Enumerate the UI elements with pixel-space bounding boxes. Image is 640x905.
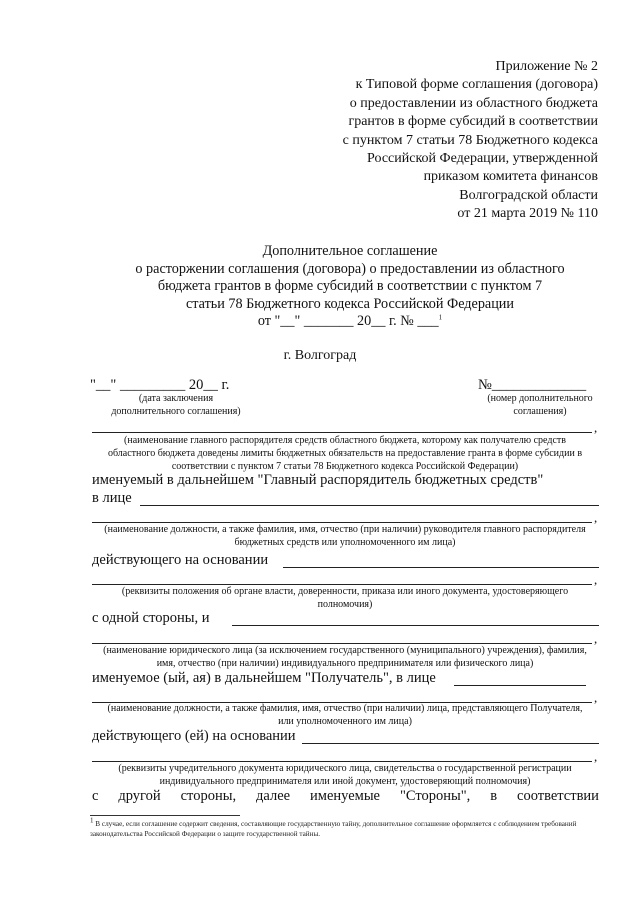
appendix-line: Российской Федерации, утвержденной: [367, 151, 598, 167]
other-side-line: [92, 788, 599, 805]
recipient-caption: (наименование юридического лица (за исключением государственного (муниципального) учреждения), фамилия, имя, отчество (при наличии) индивидуального предпринимателя или физического лица): [103, 645, 587, 669]
comma: ,: [594, 572, 598, 587]
named-recipient-text: именуемое (ый, ая) в дальнейшем "Получатель", в лице: [92, 670, 436, 686]
charter-caption: (реквизиты учредительного документа юридического лица, свидетельства о государственной регистрации индивидуального предпринимателя или иной документ, удостоверяющий полномочия): [118, 763, 572, 787]
footnote-separator: [90, 815, 240, 816]
appendix-line: от 21 марта 2019 № 110: [457, 206, 598, 222]
head-name-line[interactable]: [92, 522, 592, 523]
word: далее: [256, 788, 291, 804]
word: соответствии: [517, 788, 599, 804]
date-field[interactable]: "__" _________ 20__ г.: [90, 377, 230, 393]
appendix-line: с пунктом 7 статьи 78 Бюджетного кодекса: [342, 132, 598, 148]
number-caption: [470, 393, 610, 419]
in-person-line[interactable]: [140, 505, 599, 506]
comma: ,: [594, 690, 598, 705]
title-line: бюджета грантов в форме субсидий в соответствии с пунктом 7: [157, 278, 543, 295]
word: с: [92, 788, 99, 804]
chief-caption: (наименование главного распорядителя средств областного бюджета, которому как получателю средств областного бюджета доведены лимиты бюджетных обязательств на предоставление гранта в форме субсидии в соответствии с пунктом 7 статьи 78 Бюджетного кодекса Российской Федерации): [107, 435, 583, 472]
document-title: [90, 243, 610, 331]
acting-basis-2-label: действующего (ей) на основании: [92, 728, 296, 744]
title-date-line: [90, 313, 610, 331]
date-caption-line: дополнительного соглашения): [111, 405, 241, 417]
one-side-line[interactable]: [232, 625, 599, 626]
acting-basis-label: действующего на основании: [92, 552, 269, 568]
city: г. Волгоград: [283, 348, 357, 363]
appendix-line: Приложение № 2: [495, 59, 598, 74]
footnote-text: В случае, если соглашение содержит сведения, составляющие государственную тайну, дополнительное соглашение оформляется с соблюдением требований законодательства Российской Федерации о защите государственной тайны.: [90, 820, 577, 838]
regulation-line[interactable]: [92, 584, 592, 585]
comma: ,: [594, 631, 598, 646]
appendix-line: приказом комитета финансов: [423, 169, 598, 185]
comma: ,: [594, 510, 598, 525]
footnote-reference: 1: [438, 313, 443, 322]
comma: ,: [594, 749, 598, 764]
title-line: о расторжении соглашения (договора) о предоставлении из областного: [135, 260, 565, 277]
acting-basis-line[interactable]: [283, 567, 599, 568]
title-line: статьи 78 Бюджетного кодекса Российской Федерации: [186, 295, 514, 312]
named-chief-text: именуемый в дальнейшем "Главный распорядитель бюджетных средств": [92, 472, 544, 488]
one-side-label: с одной стороны, и: [92, 610, 210, 626]
word: другой: [118, 788, 161, 804]
word: в: [490, 788, 498, 804]
acting-basis-2-line[interactable]: [302, 743, 599, 744]
footnote: [90, 816, 610, 839]
appendix-line: грантов в форме субсидий в соответствии: [348, 114, 598, 130]
in-person-label: в лице: [92, 490, 132, 506]
word: стороны,: [180, 788, 237, 804]
appendix-line: к Типовой форме соглашения (договора): [355, 77, 598, 93]
appendix-line: о предоставлении из областного бюджета: [349, 95, 598, 111]
word: именуемые: [310, 788, 380, 804]
footnote-mark: 1: [90, 816, 94, 825]
title-date-text: от "__" _______ 20__ г. № ___: [257, 313, 439, 330]
appendix-line: Волгоградской области: [459, 187, 598, 203]
charter-line[interactable]: [92, 761, 592, 762]
date-caption: [90, 393, 262, 419]
title-line: Дополнительное соглашение: [262, 243, 438, 259]
appendix-header: [343, 58, 598, 224]
word: "Стороны",: [399, 788, 471, 804]
head-caption: (наименование должности, а также фамилия, имя, отчество (при наличии) руководителя главного распорядителя бюджетных средств или уполномоченного им лица): [104, 524, 586, 548]
recipient-name-line[interactable]: [92, 643, 592, 644]
number-caption-line: соглашения): [513, 405, 567, 417]
comma: ,: [594, 420, 598, 435]
number-field[interactable]: №_____________: [478, 377, 587, 393]
recipient-person-line[interactable]: [454, 685, 586, 686]
date-caption-line: (дата заключения: [138, 393, 214, 404]
regulation-caption: (реквизиты положения об органе власти, доверенности, приказа или иного документа, удостоверяющего полномочия): [121, 586, 569, 610]
number-caption-line: (номер дополнительного: [487, 393, 593, 404]
chief-name-line[interactable]: [92, 432, 592, 433]
recipient-head-caption: (наименование должности, а также фамилия, имя, отчество (при наличии) лица, представляющего Получателя, или уполномоченного им лица): [107, 703, 583, 727]
